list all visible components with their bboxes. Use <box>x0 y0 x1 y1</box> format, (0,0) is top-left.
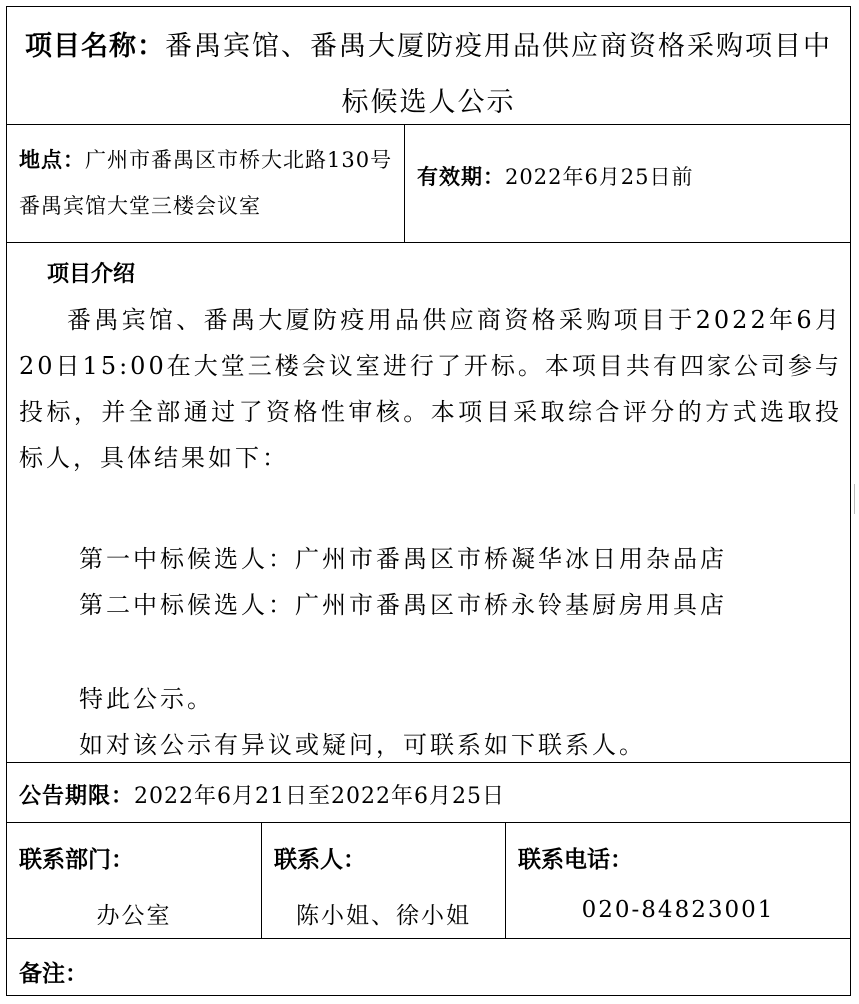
intro-heading: 项目介绍 <box>47 262 136 287</box>
dept-cell <box>7 823 262 938</box>
first-candidate: 第一中标候选人：广州市番禺区市桥凝华冰日用杂品店 <box>79 545 727 573</box>
person-cell <box>262 823 506 938</box>
intro-section <box>7 243 850 763</box>
scroll-edge-marker <box>854 484 859 514</box>
remarks-row <box>7 939 850 995</box>
dept-label: 联系部门： <box>19 847 134 873</box>
contact-row <box>7 823 850 939</box>
location-cell <box>7 125 405 242</box>
dept-value: 办公室 <box>96 903 172 929</box>
title-label: 项目名称： <box>25 31 165 62</box>
person-value: 陈小姐、徐小姐 <box>296 903 471 929</box>
period-row <box>7 763 850 823</box>
validity-field <box>417 161 694 191</box>
notice-text: 特此公示。 <box>79 685 214 713</box>
contact-note: 如对该公示有异议或疑问，可联系如下联系人。 <box>79 731 646 759</box>
phone-value: 020-84823001 <box>581 897 775 923</box>
location-row <box>7 125 850 243</box>
period-label: 公告期限： <box>19 784 135 809</box>
intro-paragraph: 番禺宾馆、番禺大厦防疫用品供应商资格采购项目于2022年6月20日15:00在大堂三楼会议室进行了开标。本项目共有四家公司参与投标，并全部通过了资格性审核。本项目采取综合评分的方式选取投标人，具体结果如下： <box>19 306 842 472</box>
validity-label: 有效期： <box>417 165 505 189</box>
phone-label: 联系电话： <box>518 847 633 873</box>
title-row <box>7 7 850 125</box>
remarks-label: 备注： <box>19 961 88 987</box>
location-label: 地点： <box>19 148 85 172</box>
validity-value: 2022年6月25日前 <box>505 165 694 189</box>
second-candidate: 第二中标候选人：广州市番禺区市桥永铃基厨房用具店 <box>79 591 727 619</box>
period-field <box>19 779 505 810</box>
validity-cell <box>405 125 850 242</box>
person-label: 联系人： <box>274 847 366 873</box>
title-text: 番禺宾馆、番禺大厦防疫用品供应商资格采购项目中标候选人公示 <box>165 31 832 118</box>
phone-cell <box>506 823 850 938</box>
location-field <box>19 137 403 229</box>
announcement-table <box>6 6 851 996</box>
period-value: 2022年6月21日至2022年6月25日 <box>134 784 505 809</box>
page-title <box>17 19 840 131</box>
location-value: 广州市番禺区市桥大北路130号番禺宾馆大堂三楼会议室 <box>19 148 393 218</box>
